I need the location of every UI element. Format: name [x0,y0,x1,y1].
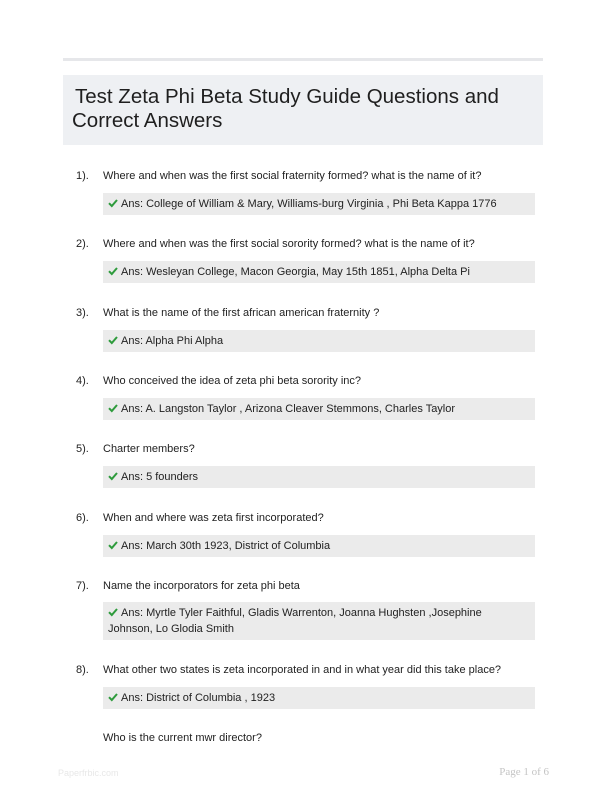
question-number: 4). [76,375,89,387]
answer-text: Ans: 5 founders [121,471,199,483]
top-rule [63,58,543,61]
question-text: Where and when was the first social fraternity formed? what is the name of it? [103,170,482,182]
check-icon [108,471,118,481]
check-icon [108,540,118,550]
answer-text: Ans: District of Columbia , 1923 [121,692,276,704]
question-number: 6). [76,512,89,524]
question-number: 7). [76,580,89,592]
check-icon [108,335,118,345]
answer-text: Ans: Myrtle Tyler Faithful, Gladis Warrenton, Joanna Hughsten ,Josephine Johnson, Lo Glodia Smith [108,607,482,635]
answer-box [103,535,535,557]
question-number: 8). [76,664,89,676]
answer-box [103,687,535,709]
footer-watermark: Paperfrbic.com [58,768,119,778]
check-icon [108,607,118,617]
check-icon [108,266,118,276]
answer-box [103,398,535,420]
answer-text: Ans: March 30th 1923, District of Columbia [121,540,331,552]
question-number: 1). [76,170,89,182]
answer-box [103,602,535,640]
answer-box [103,466,535,488]
check-icon [108,403,118,413]
answer-box [103,261,535,283]
title-box [63,75,543,145]
question-text: Charter members? [103,443,195,455]
question-number: 3). [76,307,89,319]
page-title: Test Zeta Phi Beta Study Guide Questions and Correct Answers [72,85,499,132]
answer-text: Ans: Wesleyan College, Macon Georgia, May 15th 1851, Alpha Delta Pi [121,266,470,278]
question-number: 5). [76,443,89,455]
question-number: 2). [76,238,89,250]
question-text: Where and when was the first social sorority formed? what is the name of it? [103,238,475,250]
question-text: When and where was zeta first incorporated? [103,512,324,524]
answer-text: Ans: Alpha Phi Alpha [121,335,224,347]
question-text: Name the incorporators for zeta phi beta [103,580,300,592]
question-text: Who conceived the idea of zeta phi beta sorority inc? [103,375,362,387]
check-icon [108,692,118,702]
answer-text: Ans: College of William & Mary, Williams-burg Virginia , Phi Beta Kappa 1776 [121,198,497,210]
question-text: What is the name of the first african american fraternity ? [103,307,380,319]
answer-box [103,193,535,215]
answer-text: Ans: A. Langston Taylor , Arizona Cleaver Stemmons, Charles Taylor [121,403,456,415]
question-text: What other two states is zeta incorporated in and in what year did this take place? [103,664,502,676]
check-icon [108,198,118,208]
answer-box [103,330,535,352]
page-number: Page 1 of 6 [499,766,549,778]
question-text: Who is the current mwr director? [103,732,262,744]
